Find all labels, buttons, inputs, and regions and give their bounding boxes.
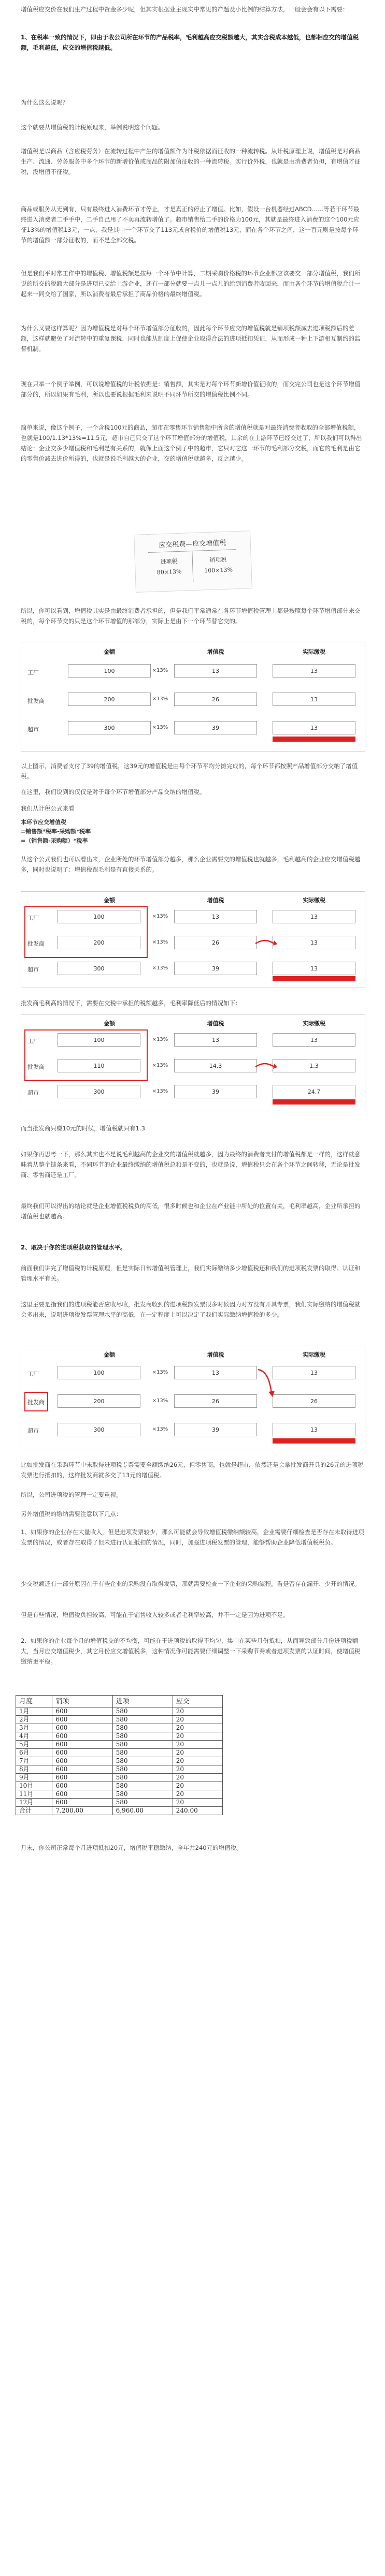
cell-input: 580 — [112, 1774, 173, 1782]
amount-cell: 300 — [58, 1423, 140, 1436]
cell-output: 600 — [52, 1707, 112, 1716]
cell-input: 580 — [112, 1749, 173, 1757]
vat-cell: 14.3 — [174, 1059, 257, 1072]
actual-cell: 13 — [273, 664, 355, 678]
rate-label: ×13% — [152, 1398, 168, 1404]
amount-cell: 100 — [58, 910, 140, 923]
highlight-bar — [273, 976, 355, 981]
table-header-row — [16, 1696, 223, 1707]
cell-month: 4月 — [16, 1732, 52, 1741]
vat-chain-diagram-3 — [21, 1014, 365, 1111]
col-actual-header: 实际缴税 — [303, 1020, 325, 1027]
header-month: 月度 — [16, 1696, 52, 1707]
cell-input: 580 — [112, 1757, 173, 1765]
actual-cell: 13 — [273, 1366, 355, 1379]
actual-cell: 13 — [273, 1033, 355, 1047]
after-diagram-4-paragraph: 比如批发商在采购环节中未取得进项税专票需要全额缴纳26元，但零售商，也就是超市，依然还是会拿批发商开具的26元的进项税发票进行抵扣的，这样批发商就多交了13元的增值税。 — [21, 1461, 364, 1479]
cell-total-payable: 240.00 — [173, 1807, 222, 1815]
table-total-row — [16, 1807, 223, 1815]
col-vat-header: 增值税 — [207, 649, 224, 655]
transfer-paragraph: 如果你再思考一下，那么其实也不是说毛利越高的企业交的增值税就越多，因为最终的消费者支付的增值税都是一样的，这样就意味着从整个链条来看，不同环节的企业最终缴纳的增值税总和是不变的，也就是说，增值税只会在各个环节之间转移，无论是批发商、零售商还是工厂。 — [21, 1151, 361, 1179]
reason-paragraph: 为什么又要这样算呢？因为增值税是对每个环节增值部分征收的，因此每个环节应交的增值税就是销项税额减去进项税额后的差额，这样就避免了对流转中的重复课税，同时也能从制度上促使企业取得合法的进项抵扣凭证，从而形成一种上下游相互制约的监督机制。 — [21, 325, 361, 352]
note-title: 应交税费—应交增值税 — [159, 539, 226, 550]
header-output: 销项 — [52, 1696, 112, 1707]
after-note-paragraph: 所以，你可以看到，增值税其实是由最终消费者承担的，但是我们平常通常在各环节增值税管理上都是按照每个环节增值部分来交税的，每个环节交的只是这个环节增值的那部分，实际上是由下一个环节替它交的。 — [21, 607, 361, 625]
cell-month: 1月 — [16, 1707, 52, 1716]
vat-chain-diagram-2 — [21, 891, 365, 988]
cell-payable: 20 — [173, 1790, 222, 1799]
amount-cell: 200 — [58, 1394, 140, 1408]
section-1-heading: 1、在税率一致的情况下，即由于收公司所在环节的产品税率，毛利越高应交税额越大，其实含税成本越低，也都相应交的增值税额，毛利越低，应交的增值税越低。 — [21, 34, 359, 51]
vat-cell: 13 — [174, 1366, 257, 1379]
highlight-bar — [273, 737, 355, 742]
actual-cell: 13 — [273, 721, 355, 734]
cell-month: 9月 — [16, 1774, 52, 1782]
cell-output: 600 — [52, 1782, 112, 1790]
cell-output: 600 — [52, 1716, 112, 1724]
notes-intro: 另外增值税的缴纳需要注意以下几点： — [21, 1510, 122, 1518]
header-payable: 应交 — [173, 1696, 222, 1707]
col-vat-header: 增值税 — [207, 1020, 224, 1027]
only-increment-paragraph: 在这里，我们说到的仅仅是对于每个环节增值部分产品交纳的增值税。 — [21, 788, 206, 796]
formula-block — [21, 818, 91, 846]
note-2-paragraph: 2、如果你的企业每个月的增值税交的不均衡，可能在于进项税的取得不均匀，集中在某些月份抵扣，从而导致部分月份进项税额大，当月应交增值税少，其它月份应交增值税多，这种情况你可能需要仔细调整一下采购节奏或者进项发票的认证时间，使增值税缴纳更平稳。 — [21, 1637, 361, 1665]
cell-payable: 20 — [173, 1774, 222, 1782]
cell-output: 600 — [52, 1757, 112, 1765]
rate-label: ×13% — [152, 1088, 168, 1094]
cell-total-label: 合计 — [16, 1807, 52, 1815]
note-1-paragraph: 1、如果你的企业存在大量收入，但是进项发票较少，那么可能就会导致增值税缴纳额较高，企业需要仔细检查是否存在未取得进项发票的情况，或者存在取得了但未进行认证抵扣的情况，同时，加强进项税发票的管理，能够帮助企业降低增值税税负。 — [21, 1528, 364, 1546]
vat-cell: 39 — [174, 1423, 257, 1436]
after-diagram-3-paragraph: 而当批发商只赚10元的时候，增值税就只有1.3 — [21, 1125, 145, 1132]
vat-account-note — [114, 530, 271, 592]
table-row — [16, 1716, 223, 1724]
actual-cell: 26 — [273, 1394, 355, 1408]
cell-month: 11月 — [16, 1790, 52, 1799]
rate-label: ×13% — [152, 939, 168, 945]
note-right-value: 100×13% — [204, 566, 233, 575]
cell-payable: 20 — [173, 1757, 222, 1765]
vat-cell: 13 — [174, 910, 257, 923]
row-wholesaler-label: 批发商 — [27, 1064, 45, 1070]
cell-payable: 20 — [173, 1716, 222, 1724]
note-right-head: 销项税 — [209, 556, 227, 564]
col-amount-header: 金额 — [104, 649, 115, 655]
cell-month: 2月 — [16, 1716, 52, 1724]
rate-label: ×13% — [152, 1426, 168, 1432]
question-line: 为什么这么说呢？ — [21, 99, 68, 106]
cell-month: 7月 — [16, 1757, 52, 1765]
formula-intro: 我们从计税公式来看 — [21, 805, 75, 812]
example-paragraph: 简单来说，像这个例子，一个含税100元的商品，超市在零售环节销售额中所含的增值税就是对最终消费者收取的全部增值税额，也就是100/1.13*13%=11.5元，超市自己只交了这个环节增值部分的增值税，其余的在上游环节已经交过了，所以我们可以得出结论：企业交多少增值税和毛利是有关系的，就像上面这个例子中的超市，它只对它这一环节的毛利部分交税，而它的毛利是由它的零售价减去进价所得的，也就是说毛利越大的企业，交的增值税就越多，反之越少。 — [21, 424, 362, 462]
after-diagram-2-paragraph: 批发商毛利高的情况下，需要在交税中承担的税额越多，毛利率降低后的情况如下： — [21, 999, 241, 1007]
rate-label: ×13% — [152, 725, 168, 730]
table-row — [16, 1757, 223, 1765]
formula-line: =销售额*税率-采购额*税率 — [21, 828, 91, 835]
vat-cell: 39 — [174, 962, 257, 975]
cell-payable: 20 — [173, 1782, 222, 1790]
table-row — [16, 1790, 223, 1799]
row-factory-label: 工厂 — [27, 669, 39, 676]
cell-input: 580 — [112, 1732, 173, 1741]
cell-payable: 20 — [173, 1749, 222, 1757]
row-wholesaler-label: 批发商 — [27, 1399, 45, 1406]
importance-line: 所以，公司进项税的管理一定要重视。 — [21, 1491, 122, 1498]
amount-cell: 200 — [68, 693, 151, 706]
cell-payable: 20 — [173, 1741, 222, 1749]
cell-month: 10月 — [16, 1782, 52, 1790]
cell-month: 6月 — [16, 1749, 52, 1757]
vat-cell: 39 — [174, 721, 257, 734]
after-diagram-1-paragraph: 以上图示，消费者支付了39的增值税，这39元的增值税是由每个环节平均分摊完成的，每个环节都按照产品增值部分交纳了增值税。 — [21, 762, 358, 780]
cell-total-output: 7,200.00 — [52, 1807, 112, 1815]
rate-label: ×13% — [152, 914, 168, 919]
col-amount-header: 金额 — [104, 1020, 115, 1027]
highlight-bar — [273, 1099, 355, 1105]
cell-month: 3月 — [16, 1724, 52, 1732]
formula-explain-paragraph: 从这个公式我们也可以看出来，企业所处的环节增值部分越多，那么企业需要交的增值税也就越多，毛利越高的企业应交增值税越多，同时也说明了：增值税跟毛利是有直接关系的。 — [21, 856, 361, 873]
monthly-vat-table — [16, 1695, 223, 1815]
note-left-value: 80×13% — [156, 568, 182, 576]
conclusion-paragraph: 现在只举一个例子举例，可以说增值税的计税依据是：销售额，其实是对每个环节新增价值征收的，而交完公司也是这个环节增值部分的，所以如果有毛利，所以也要说根据毛利来说明不同环节所交的增值税比例不同。 — [21, 380, 361, 398]
row-factory-label: 工厂 — [27, 915, 39, 921]
cell-output: 600 — [52, 1799, 112, 1807]
table-row — [16, 1799, 223, 1807]
cell-output: 600 — [52, 1774, 112, 1782]
cell-input: 580 — [112, 1741, 173, 1749]
formula-line: =（销售额-采购额）*税率 — [21, 837, 88, 844]
chain-example-paragraph: 商品或服务从无到有，只有最终进入消费环节才停止，才是真正的停止了增值。比如，假设一台机器经过ABCD……等若干环节最终进入消费者二手手中，二手自己用了不卖再流转增值了。超市销售给二手的价格为100元，其就是最终进入消费的这个100元应征13%的增值税13元，一点，我是其中一个环节交了113元或含税价的增值税13元，而在各个环节之间，这一百元则是按每个环节的增值额一部分征收的，而不是全部交税。 — [21, 205, 360, 244]
position-paragraph: 最终我们可以得出的结论就是企业增值税税负的高低，很多时候也和企业在产业链中所处的位置有关，毛利率越高，企业所承担的增值税也就越高。 — [21, 1202, 361, 1220]
red-arrow — [254, 938, 278, 949]
highlight-bar — [273, 1438, 355, 1444]
col-amount-header: 金额 — [104, 1351, 115, 1358]
cell-input: 580 — [112, 1782, 173, 1790]
actual-cell: 13 — [273, 962, 355, 975]
link-paragraph: 但是我们平时常工作中的增值税、增值税额是按每一个环节中计算，二期采购价格税的环节企业都应该要交一部分增值税，我们所说的所交的税额大部分是进项已交给上游企业，还有一部分就要一点儿一点儿的给到消费者收回来，而由各个环节的增值税合计一起来一同交给了国家，所以消费者最后承担了商品价格的最终增值税。 — [21, 270, 361, 298]
col-actual-header: 实际缴税 — [303, 1351, 325, 1358]
amount-cell: 300 — [58, 962, 140, 975]
rate-label: ×13% — [152, 1063, 168, 1068]
formula-title: 本环节应交增值税 — [21, 819, 66, 826]
cell-month: 5月 — [16, 1741, 52, 1749]
actual-cell: 13 — [273, 693, 355, 706]
amount-cell: 300 — [68, 721, 151, 734]
amount-cell: 100 — [58, 1366, 140, 1379]
closing-paragraph: 月末，你公司正常每个月进项抵扣20元，增值税平稳缴纳，全年共240元的增值税。 — [21, 1844, 243, 1851]
vat-chain-diagram-4 — [21, 1346, 365, 1450]
management-paragraph: 前面我们讲完了增值税的计税原理，但是实际日常增值税管理上，我们实际缴纳多少增值税还和我们的进项税发票的取得、认证和管理水平有关。 — [21, 1264, 361, 1282]
table-row — [16, 1782, 223, 1790]
cell-payable: 20 — [173, 1765, 222, 1774]
rate-label: ×13% — [152, 668, 168, 673]
col-vat-header: 增值税 — [207, 897, 224, 904]
vat-principle-paragraph: 增值税是以商品（含应税劳务）在流转过程中产生的增值额作为计税依据而征收的一种流转税。从计税原理上说，增值税是对商品生产、流通、劳务服务中多个环节的新增价值或商品的附加值征收的一种流转税。实行价外税，也就是由消费者负担，有增值才征税，没增值不征税。 — [21, 148, 361, 175]
amount-cell: 300 — [58, 1085, 140, 1098]
cell-output: 600 — [52, 1790, 112, 1799]
row-supermarket-label: 超市 — [27, 1090, 39, 1096]
cell-payable: 20 — [173, 1732, 222, 1741]
table-row — [16, 1741, 223, 1749]
actual-cell: 24.7 — [273, 1085, 355, 1098]
row-supermarket-label: 超市 — [27, 726, 39, 733]
cell-month: 8月 — [16, 1765, 52, 1774]
cell-input: 580 — [112, 1707, 173, 1716]
cell-output: 600 — [52, 1749, 112, 1757]
note-divider — [192, 551, 193, 582]
cell-output: 600 — [52, 1732, 112, 1741]
missing-invoice-paragraph: 少交税额还有一部分原因在于有些企业的采购没有取得发票，那就需要检查一下企业的采购流程，看是否存在漏开、少开的情况。 — [21, 1580, 361, 1587]
cell-month: 12月 — [16, 1799, 52, 1807]
table-row — [16, 1774, 223, 1782]
row-factory-label: 工厂 — [27, 1038, 39, 1044]
row-supermarket-label: 超市 — [27, 1427, 39, 1434]
cell-output: 600 — [52, 1741, 112, 1749]
vat-cell: 26 — [174, 936, 257, 949]
amount-cell: 200 — [58, 936, 140, 949]
invoice-paragraph: 这里主要是指我们的进项税能否应收尽收，批发商收到的进项税额发票很多时候因为对方没有开具专票，我们实际缴纳的增值税就会多出来，说明进项税发票管理水平的高低，在一定程度上可以决定了我们实际缴纳增值税的多少。 — [21, 1301, 361, 1318]
table-row — [16, 1749, 223, 1757]
intro-paragraph: 增值税应交价在我们生产过程中资金多少呢，但其实根据业主现实中常见的产题及小比例的结算方法，一般会会有以下需要： — [21, 6, 349, 13]
row-wholesaler-label: 批发商 — [27, 698, 45, 704]
vat-cell: 13 — [174, 664, 257, 678]
rate-label: ×13% — [152, 1370, 168, 1375]
highlight-box — [24, 1392, 48, 1411]
red-arrow — [257, 1367, 278, 1398]
cell-payable: 20 — [173, 1799, 222, 1807]
explain-intro: 这个就要从增值税的计税原理来，举例说明这个问题。 — [21, 124, 164, 131]
vat-chain-diagram-1 — [21, 642, 365, 752]
table-row — [16, 1707, 223, 1716]
vat-cell: 39 — [174, 1085, 257, 1098]
note-left-head: 进项税 — [160, 558, 178, 566]
row-factory-label: 工厂 — [27, 1371, 39, 1377]
cell-payable: 20 — [173, 1724, 222, 1732]
cell-payable: 20 — [173, 1707, 222, 1716]
header-input: 进项 — [112, 1696, 173, 1707]
col-actual-header: 实际缴税 — [303, 897, 325, 904]
high-margin-paragraph: 但是有些情况，增值税负担较高，可能在于销售收入较多或者毛利率较高，并不一定是因为进项不足。 — [21, 1611, 289, 1618]
vat-cell: 26 — [174, 693, 257, 706]
vat-cell: 26 — [174, 1394, 257, 1408]
section-2-heading: 2、取决于你的进项税获取的管理水平。 — [21, 1244, 126, 1251]
cell-total-input: 6,960.00 — [112, 1807, 173, 1815]
cell-input: 580 — [112, 1724, 173, 1732]
col-vat-header: 增值税 — [207, 1351, 224, 1358]
table-row — [16, 1732, 223, 1741]
amount-cell: 110 — [58, 1059, 140, 1072]
red-arrow — [254, 1062, 278, 1072]
row-supermarket-label: 超市 — [27, 966, 39, 973]
rate-label: ×13% — [152, 1037, 168, 1042]
cell-input: 580 — [112, 1799, 173, 1807]
col-actual-header: 实际缴税 — [303, 649, 325, 655]
row-wholesaler-label: 批发商 — [27, 940, 45, 947]
actual-cell: 13 — [273, 936, 355, 949]
actual-cell: 13 — [273, 910, 355, 923]
table-row — [16, 1765, 223, 1774]
actual-cell: 1.3 — [273, 1059, 355, 1072]
rate-label: ×13% — [152, 696, 168, 702]
amount-cell: 100 — [68, 664, 151, 678]
cell-input: 580 — [112, 1765, 173, 1774]
note-card — [134, 531, 252, 593]
cell-input: 580 — [112, 1716, 173, 1724]
col-amount-header: 金额 — [104, 897, 115, 904]
table-row — [16, 1724, 223, 1732]
cell-output: 600 — [52, 1724, 112, 1732]
cell-output: 600 — [52, 1765, 112, 1774]
amount-cell: 100 — [58, 1033, 140, 1047]
vat-cell: 13 — [174, 1033, 257, 1047]
actual-cell: 13 — [273, 1423, 355, 1436]
cell-input: 580 — [112, 1790, 173, 1799]
rate-label: ×13% — [152, 965, 168, 971]
